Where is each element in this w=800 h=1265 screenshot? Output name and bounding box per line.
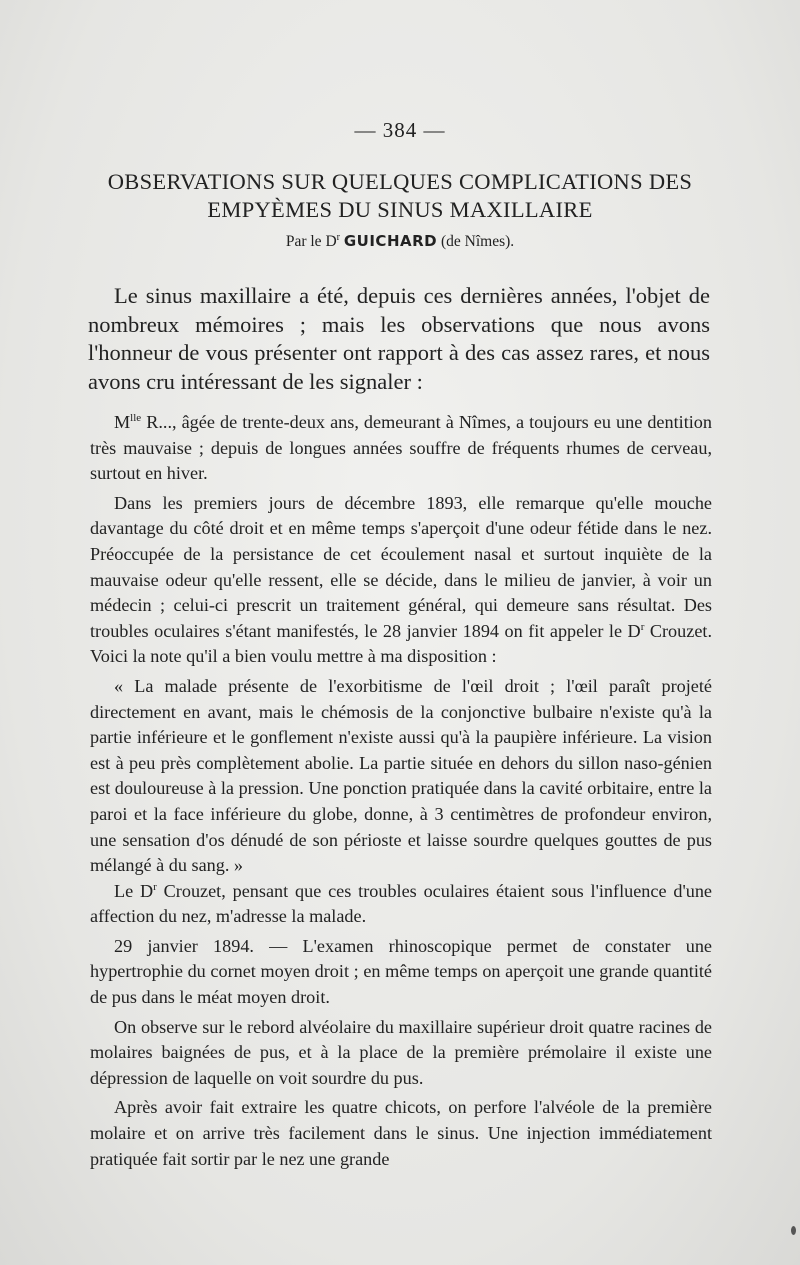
p1-text: R..., âgée de trente-deux ans, demeurant à Nîmes, a toujours eu une dentition très mauvaise ; depuis de longues années souffre de fréquents rhumes de cerveau, surtout en hiver. (90, 412, 712, 484)
p1-lead: M (114, 412, 131, 432)
p4-sup: r (153, 880, 157, 893)
page-number: — 384 — (354, 118, 446, 142)
author-name: GUICHARD (343, 232, 438, 251)
p4-lead: Le D (114, 880, 154, 901)
title-line-2: EMPYÈMES DU SINUS MAXILLAIRE (207, 197, 593, 222)
article-body (90, 410, 712, 1176)
byline-prefix: Par le D (285, 233, 337, 251)
paragraph-6: On observe sur le rebord alvéolaire du maxillaire supérieur droit quatre racines de molaires baignées de pus, et à la place de la première prémolaire il existe une dépression de laquelle on voit sourdre du pus. (90, 1016, 712, 1088)
title-line-1: OBSERVATIONS SUR QUELQUES COMPLICATIONS DES (107, 169, 693, 194)
paragraph-1 (90, 410, 712, 487)
ink-spot (791, 1226, 796, 1235)
intro-paragraph: Le sinus maxillaire a été, depuis ces dernières années, l'objet de nombreux mémoires ; mais les observations que nous avons l'honneur de vous présenter ont rapport à des cas assez rares, et nous avons cru intéressant de les signaler : (88, 283, 710, 394)
author-place: (de Nîmes). (440, 233, 515, 251)
byline-prefix-sup: r (336, 232, 340, 243)
paragraph-5: 29 janvier 1894. — L'examen rhinoscopique permet de constater une hypertrophie du cornet moyen droit ; en même temps on aperçoit une grande quantité de pus dans le méat moyen droit. (90, 935, 712, 1008)
p2-sup: r (640, 620, 645, 633)
author-byline (0, 232, 800, 251)
paragraph-4 (90, 879, 712, 930)
paragraph-7: Après avoir fait extraire les quatre chicots, on perfore l'alvéole de la première molaire et on arrive très facilement dans le sinus. Une injection immédiatement pratiquée fait sortir par le nez une grande (90, 1097, 712, 1169)
p2-text: Dans les premiers jours de décembre 1893, elle remarque qu'elle mouche davantage du côté droit et en même temps s'aperçoit d'une odeur fétide dans le nez. Préoccupée de la persistance de cet écoulement nasal et surtout inquiète de la mauvaise odeur qu'elle ressent, elle se décide, dans le milieu de janvier, à voir un médecin ; celui-ci prescrit un traitement général, qui demeure sans résultat. Des troubles oculaires s'étant manifestés, le 28 janvier 1894 on fit appeler le D (90, 492, 712, 641)
article-title (60, 168, 740, 224)
paragraph-2 (90, 491, 712, 670)
p1-sup: lle (130, 411, 142, 424)
p4-text: Crouzet, pensant que ces troubles oculaires étaient sous l'influence d'une affection du nez, m'adresse la malade. (90, 880, 712, 927)
p2-tail: Crouzet. Voici la note qu'il a bien voulu mettre à ma disposition : (90, 620, 712, 667)
paragraph-3-quote: « La malade présente de l'exorbitisme de l'œil droit ; l'œil paraît projeté directement en avant, mais le chémosis de la conjonctive bulbaire n'existe qu'à la partie inférieure et le gonflement n'existe aussi qu'à la paupière inférieure. La vision est à peu près complètement abolie. La partie située en dehors du sillon naso-génien est douloureuse à la pression. Une ponction pratiquée dans la cavité orbitaire, entre la paroi et la face inférieure du globe, donne, à 3 centimètres de profondeur environ, une sensation d'os dénudé de son périoste et laisse sourdre quelques gouttes de pus mélangé à du sang. » (90, 675, 712, 876)
